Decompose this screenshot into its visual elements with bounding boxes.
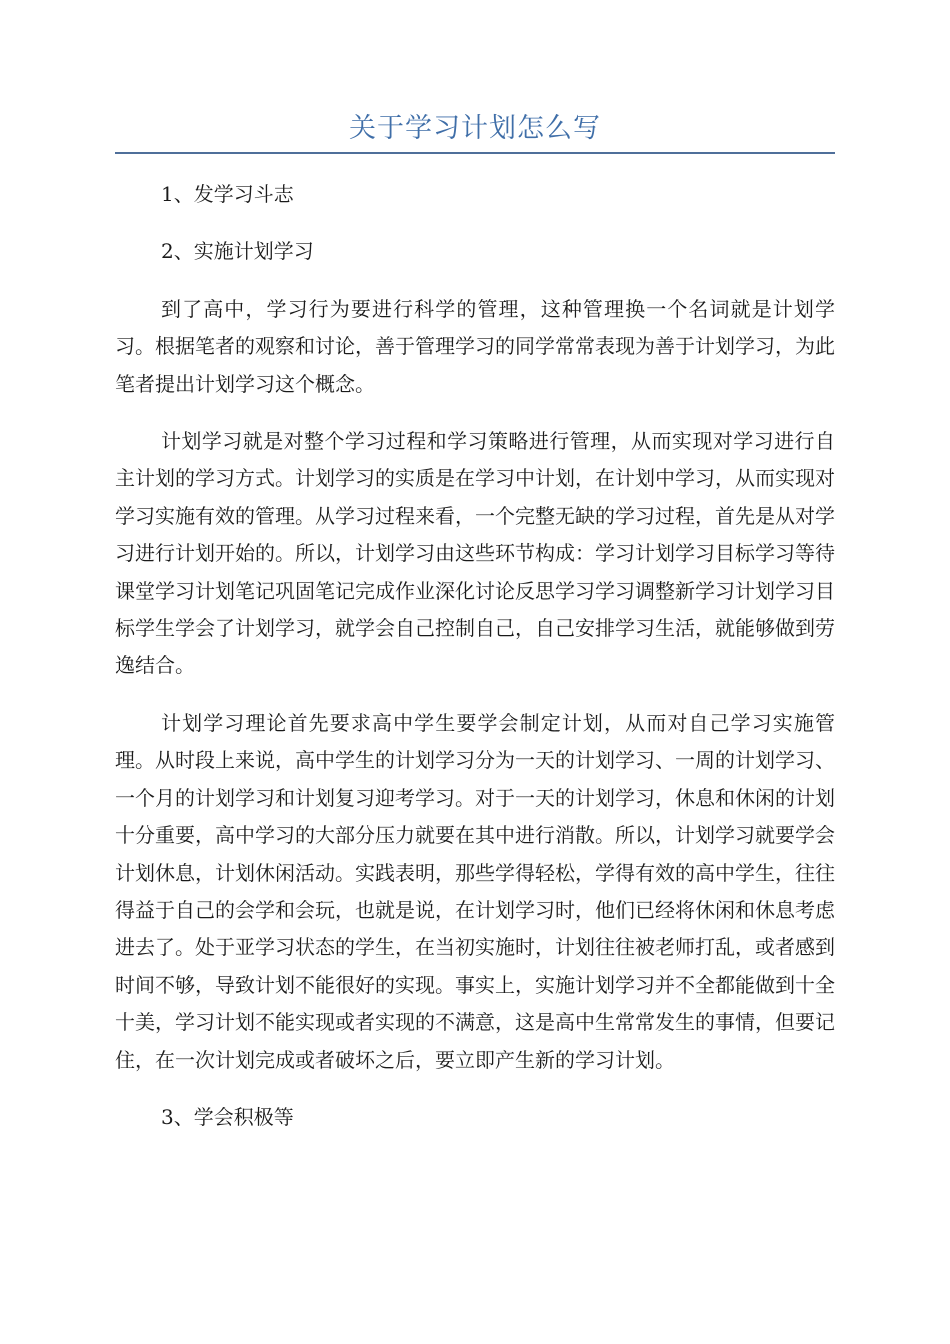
document-title: 关于学习计划怎么写: [349, 113, 601, 144]
title-block: [115, 106, 835, 154]
section-heading-3: 3、学会积极等: [161, 1104, 294, 1129]
paragraph-1: 到了高中，学习行为要进行科学的管理，这种管理换一个名词就是计划学习。根据笔者的观察和讨论，善于管理学习的同学常常表现为善于计划学习，为此笔者提出计划学习这个概念。: [115, 296, 835, 396]
section-heading-2: 2、实施计划学习: [161, 239, 314, 264]
paragraph-2: 计划学习就是对整个学习过程和学习策略进行管理，从而实现对学习进行自主计划的学习方式。计划学习的实质是在学习中计划，在计划中学习，从而实现对学习实施有效的管理。从学习过程来看，一个完整无缺的学习过程，首先是从对学习进行计划开始的。所以，计划学习由这些环节构成：学习计划学习目标学习等待课堂学习计划笔记巩固笔记完成作业深化讨论反思学习学习调整新学习计划学习目标学生学会了计划学习，就学会自己控制自己，自己安排学习生活，就能够做到劳逸结合。: [115, 429, 835, 678]
document-body: [115, 176, 835, 1156]
section-heading-1: 1、发学习斗志: [161, 182, 294, 206]
title-underline: [115, 152, 835, 154]
paragraph-3: 计划学习理论首先要求高中学生要学会制定计划，从而对自己学习实施管理。从时段上来说，高中学生的计划学习分为一天的计划学习、一周的计划学习、一个月的计划学习和计划复习迎考学习。对于一天的计划学习，休息和休闲的计划十分重要，高中学习的大部分压力就要在其中进行消散。所以，计划学习就要学会计划休息，计划休闲活动。实践表明，那些学得轻松，学得有效的高中学生，往往得益于自己的会学和会玩，也就是说，在计划学习时，他们已经将休闲和休息考虑进去了。处于亚学习状态的学生，在当初实施时，计划往往被老师打乱，或者感到时间不够，导致计划不能很好的实现。事实上，实施计划学习并不全都能做到十全十美，学习计划不能实现或者实现的不满意，这是高中生常常发生的事情，但要记住，在一次计划完成或者破坏之后，要立即产生新的学习计划。: [115, 710, 835, 1072]
